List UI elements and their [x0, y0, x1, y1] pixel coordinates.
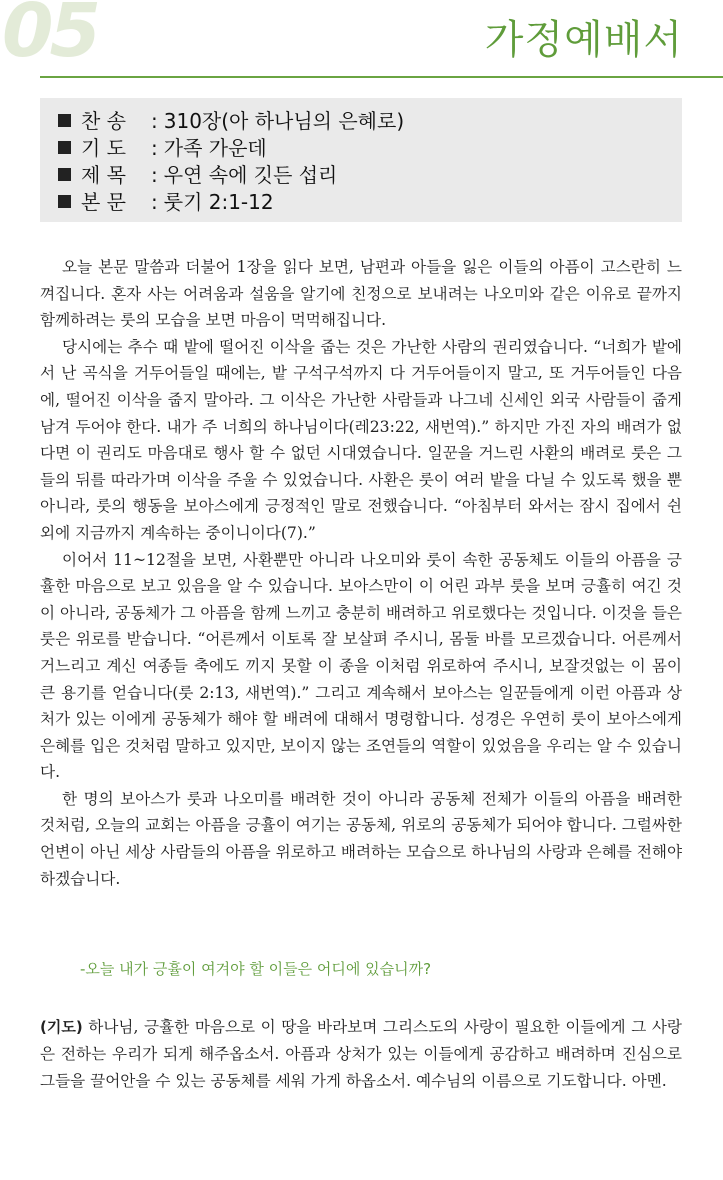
bullet-square-icon	[58, 168, 71, 181]
sermon-body	[40, 254, 682, 892]
info-row-title: 제 목 : 우연 속에 깃든 섭리	[58, 162, 682, 189]
page-number: 05	[2, 0, 97, 74]
info-row-scripture: 본 문 : 룻기 2:1-12	[58, 189, 682, 216]
closing-prayer	[40, 1014, 682, 1095]
info-label: 기 도	[81, 136, 126, 160]
info-row-prayer: 기 도 : 가족 가운데	[58, 135, 682, 162]
sermon-paragraph: 이어서 11~12절을 보면, 사환뿐만 아니라 나오미와 룻이 속한 공동체도 이들의 아픔을 긍휼한 마음으로 보고 있음을 알 수 있습니다. 보아스만이 이 어린 과부 룻을 보며 긍휼히 여긴 것이 아니라, 공동체가 그 아픔을 함께 느끼고 충분히 배려하고 위로했다는 것입니다. 이것을 들은 룻은 위로를 받습니다. “어른께서 이토록 잘 보살펴 주시니, 몸둘 바를 모르겠습니다. 어른께서 거느리고 계신 여종들 축에도 끼지 못할 이 종을 이처럼 위로하여 주시니, 보잘것없는 이 몸이 큰 용기를 얻습니다(룻 2:13, 새번역).” 그리고 계속해서 보아스는 일꾼들에게 이런 아픔과 상처가 있는 이에게 공동체가 해야 할 배려에 대해서 명령합니다. 성경은 우연히 룻이 보아스에게 은혜를 입은 것처럼 말하고 있지만, 보이지 않는 조연들의 역할이 있었음을 우리는 알 수 있습니다.	[40, 550, 682, 782]
info-row-hymn: 찬 송 : 310장(아 하나님의 은혜로)	[58, 108, 682, 135]
info-value: 우연 속에 깃든 섭리	[163, 163, 338, 187]
title-divider	[40, 76, 723, 78]
info-label: 제 목	[81, 163, 126, 187]
bullet-square-icon	[58, 195, 71, 208]
sermon-paragraph: 한 명의 보아스가 룻과 나오미를 배려한 것이 아니라 공동체 전체가 이들의 아픔을 배려한 것처럼, 오늘의 교회는 아픔을 긍휼이 여기는 공동체, 위로의 공동체가 되어야 합니다. 그럴싸한 언변이 아닌 세상 사람들의 아픔을 위로하고 배려하는 모습으로 하나님의 사랑과 은혜를 전해야 하겠습니다.	[40, 789, 683, 888]
prayer-text: 하나님, 긍휼한 마음으로 이 땅을 바라보며 그리스도의 사랑이 필요한 이들에게 그 사랑은 전하는 우리가 되게 해주옵소서. 아픔과 상처가 있는 이들에게 공감하고 배려하며 진심으로 그들을 끌어안을 수 있는 공동체를 세워 가게 하옵소서. 예수님의 이름으로 기도합니다. 아멘.	[40, 1018, 682, 1090]
bullet-square-icon	[58, 114, 71, 127]
info-label: 본 문	[81, 190, 126, 214]
sermon-paragraph: 오늘 본문 말씀과 더불어 1장을 읽다 보면, 남편과 아들을 잃은 이들의 아픔이 고스란히 느껴집니다. 혼자 사는 어려움과 설움을 알기에 친정으로 보내려는 나오미와 같은 이유로 끝까지 함께하려는 룻의 모습을 보면 마음이 먹먹해집니다.	[40, 258, 682, 330]
sermon-paragraph: 당시에는 추수 때 밭에 떨어진 이삭을 줍는 것은 가난한 사람의 권리였습니다. “너희가 밭에서 난 곡식을 거두어들일 때에는, 밭 구석구석까지 다 거두어들이지 말고, 또 거두어들인 다음에, 떨어진 이삭을 줍지 말아라. 그 이삭은 가난한 사람들과 나그네 신세인 외국 사람들이 줍게 남겨 두어야 한다. 내가 주 너희의 하나님이다(레23:22, 새번역).” 하지만 가진 자의 배려가 없다면 이 권리도 마음대로 행사 할 수 없던 시대였습니다. 일꾼을 거느린 사환의 배려로 룻은 그들의 뒤를 따라가며 이삭을 주울 수 있었습니다. 사환은 룻이 여러 밭을 다닐 수 있도록 했을 뿐 아니라, 룻의 행동을 보아스에게 긍정적인 말로 전했습니다. “아침부터 와서는 잠시 집에서 쉰 외에 지금까지 계속하는 중이니이다(7).”	[40, 337, 682, 542]
prayer-label: (기도)	[40, 1018, 83, 1036]
info-label: 찬 송	[81, 109, 126, 133]
info-value: 가족 가운데	[163, 136, 267, 160]
reflection-question: -오늘 내가 긍휼이 여겨야 할 이들은 어디에 있습니까?	[80, 960, 432, 978]
page-title: 가정예배서	[484, 17, 683, 63]
bullet-square-icon	[58, 141, 71, 154]
info-value: 310장(아 하나님의 은혜로)	[163, 109, 405, 133]
info-value: 룻기 2:1-12	[163, 190, 274, 214]
worship-info-box	[40, 98, 682, 222]
